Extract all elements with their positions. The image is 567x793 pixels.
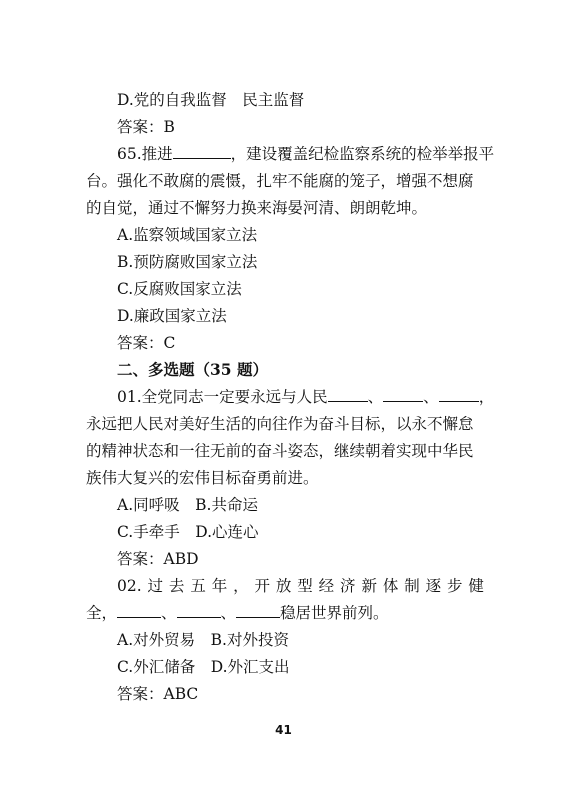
- separator: ，: [478, 388, 495, 406]
- text-char: 型: [297, 577, 313, 595]
- text-char: 年: [211, 577, 228, 595]
- fill-blank: [173, 144, 231, 159]
- question-01-line4: 族伟大复兴的宏伟目标奋勇前进。: [86, 469, 319, 487]
- text-char: 新: [361, 577, 377, 595]
- text-char: 放: [275, 577, 292, 595]
- question-01-line1: [0, 387, 567, 407]
- separator: 、: [367, 388, 384, 406]
- question-01-number: 01.全党同志一定要永远与人民: [117, 388, 328, 406]
- section-title: 二、多选题（35 题）: [117, 360, 268, 379]
- question-01-line3: 的精神状态和一往无前的奋斗姿态，继续朝着实现中华民: [86, 442, 474, 460]
- answer-prev: 答案：B: [117, 118, 175, 136]
- question-02-line1: [0, 576, 567, 596]
- options-row-2: C.外汇储备 D.外汇支出: [117, 658, 290, 676]
- text-char: 五: [190, 577, 206, 595]
- option-c: C.反腐败国家立法: [117, 280, 242, 298]
- text-char: 体: [382, 577, 399, 595]
- question-65-line3: 的自觉，通过不懈努力换来海晏河清、朗朗乾坤。: [86, 199, 428, 217]
- page-number: 41: [275, 723, 292, 737]
- fill-blank: [236, 603, 280, 618]
- options-row-2: C.手牵手 D.心连心: [117, 523, 259, 541]
- question-65-line1: [0, 144, 567, 164]
- question-02-text: 稳居世界前列。: [280, 604, 389, 622]
- text-char: 济: [340, 577, 356, 595]
- option-a: A.监察领域国家立法: [117, 226, 258, 244]
- text-char: 开: [254, 577, 270, 595]
- text-char: 健: [468, 577, 484, 595]
- options-row-1: A.同呼吸 B.共命运: [117, 496, 258, 514]
- answer-65: 答案：C: [117, 334, 176, 352]
- fill-blank: [383, 387, 423, 402]
- options-row-1: A.对外贸易 B.对外投资: [117, 631, 289, 649]
- fill-blank: [328, 387, 368, 402]
- question-65-text: ，建设覆盖纪检监察系统的检举举报平: [230, 145, 495, 163]
- question-02-text: 全，: [86, 604, 118, 622]
- option-d-prev: D.党的自我监督 民主监督: [117, 91, 305, 109]
- text-char: 逐: [425, 577, 442, 595]
- fill-blank: [439, 387, 479, 402]
- text-char: 去: [168, 577, 185, 595]
- question-01-line2: 永远把人民对美好生活的向往作为奋斗目标，以永不懈怠: [86, 415, 474, 433]
- text-char: 经: [318, 577, 335, 595]
- separator: 、: [220, 604, 237, 622]
- option-d: D.廉政国家立法: [117, 307, 227, 325]
- option-b: B.预防腐败国家立法: [117, 253, 258, 271]
- answer-02: 答案：ABC: [117, 685, 199, 703]
- separator: 、: [161, 604, 177, 622]
- question-65-number: 65.推进: [117, 145, 173, 163]
- question-65-line2: 台。强化不敢腐的震慑，扎牢不能腐的笼子，增强不想腐: [86, 172, 474, 190]
- text-char: 步: [447, 577, 463, 595]
- question-02-line2: [0, 603, 567, 623]
- text-char: 过: [147, 577, 164, 595]
- text-char: ，: [233, 577, 249, 595]
- fill-blank: [177, 603, 221, 618]
- fill-blank: [117, 603, 161, 618]
- separator: 、: [423, 388, 439, 406]
- question-02-number: 02.: [117, 577, 142, 595]
- text-char: 制: [404, 577, 420, 595]
- answer-01: 答案：ABD: [117, 550, 199, 568]
